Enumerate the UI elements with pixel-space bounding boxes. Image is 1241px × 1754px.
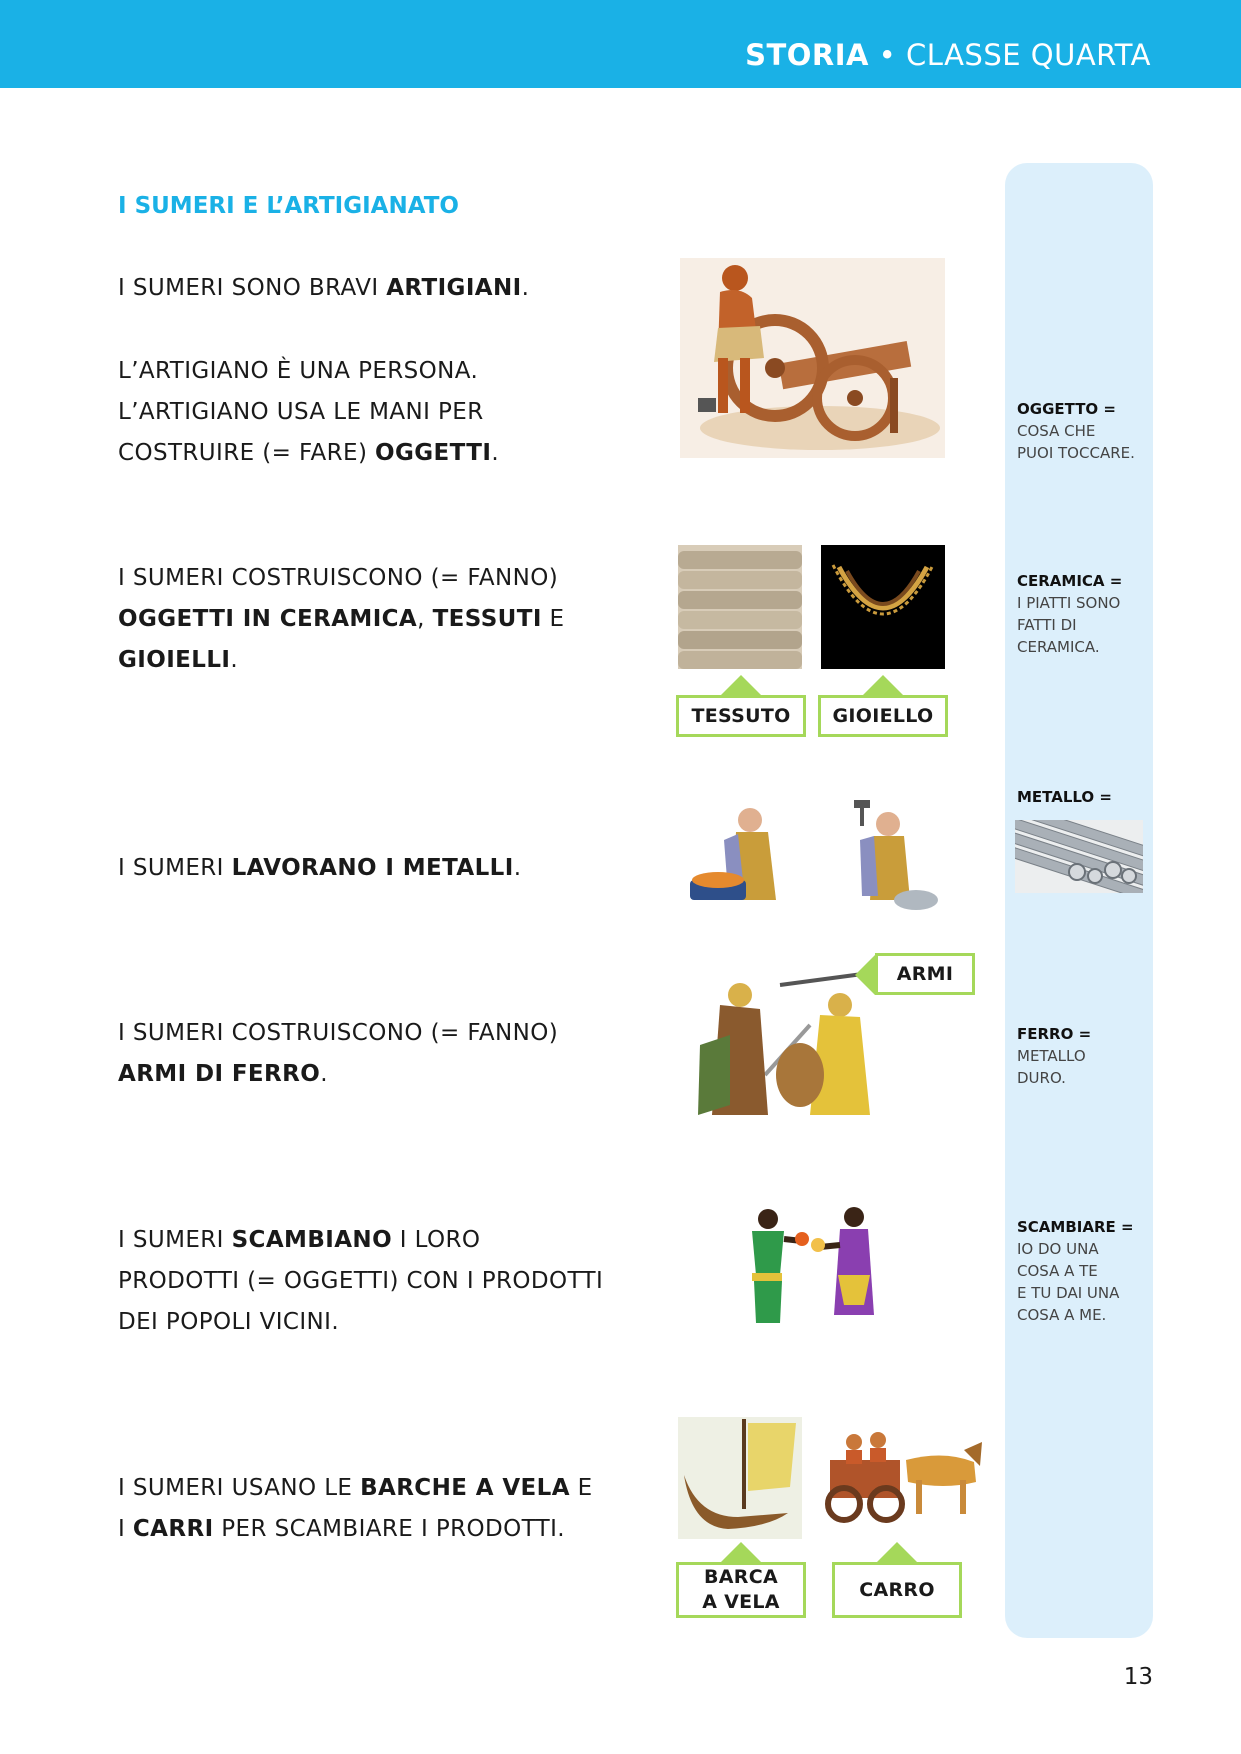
keyword-carri: CARRI	[132, 1516, 214, 1542]
glossary-line: E TU DAI UNA	[1017, 1284, 1120, 1302]
header-class: CLASSE QUARTA	[906, 38, 1151, 72]
text-line: L’ARTIGIANO È UNA PERSONA.	[118, 358, 479, 384]
text: ,	[417, 606, 433, 632]
paragraph-artigiani	[118, 268, 529, 309]
header-subject: STORIA	[745, 38, 869, 72]
text-line: PRODOTTI (= OGGETTI) CON I PRODOTTI	[118, 1268, 604, 1294]
text: I SUMERI USANO LE	[118, 1475, 361, 1501]
glossary-line: IO DO UNA	[1017, 1240, 1099, 1258]
text: I SUMERI SONO BRAVI	[118, 275, 387, 301]
glossary-line: METALLO	[1017, 1047, 1086, 1065]
keyword-barche-a-vela: BARCHE A VELA	[360, 1475, 570, 1501]
keyword-ceramica: OGGETTI IN CERAMICA	[118, 606, 418, 632]
text: E	[569, 1475, 593, 1501]
text-line	[118, 1468, 593, 1509]
keyword-lavorano-metalli: LAVORANO I METALLI	[231, 855, 514, 881]
text: .	[491, 440, 500, 466]
glossary-ceramica	[1017, 570, 1122, 658]
glossary-line: DURO.	[1017, 1069, 1066, 1087]
fabric-image	[678, 545, 802, 669]
text-line	[118, 1509, 593, 1550]
section-title: I SUMERI E L’ARTIGIANATO	[118, 193, 459, 219]
glossary-scambiare	[1017, 1216, 1134, 1326]
glossary-line: COSA CHE	[1017, 422, 1096, 440]
keyword-gioielli: GIOIELLI	[118, 647, 231, 673]
text: E	[541, 606, 565, 632]
label-tessuto: TESSUTO	[676, 695, 806, 737]
text: .	[513, 855, 522, 881]
text-line: I SUMERI COSTRUISCONO (= FANNO)	[118, 565, 559, 591]
keyword-scambiano: SCAMBIANO	[231, 1227, 393, 1253]
glossary-metallo	[1017, 786, 1112, 808]
label-line: BARCA	[704, 1566, 778, 1588]
text-line: L’ARTIGIANO USA LE MANI PER	[118, 399, 484, 425]
arrow-up-icon	[721, 675, 761, 695]
text-line: I SUMERI COSTRUISCONO (= FANNO)	[118, 1020, 559, 1046]
keyword-artigiani: ARTIGIANI	[386, 275, 522, 301]
text-line	[118, 1054, 558, 1095]
arrow-up-icon	[877, 1542, 917, 1562]
text: .	[521, 275, 530, 301]
glossary-oggetto	[1017, 398, 1135, 464]
paragraph-armi	[118, 1013, 558, 1095]
glossary-term: CERAMICA =	[1017, 572, 1123, 590]
text-line	[118, 640, 564, 681]
sailboat-image	[678, 1417, 802, 1539]
paragraph-metalli	[118, 848, 521, 889]
glossary-line: COSA A ME.	[1017, 1306, 1107, 1324]
paragraph-barche-carri	[118, 1468, 593, 1550]
text: I LORO	[392, 1227, 481, 1253]
keyword-armi-di-ferro: ARMI DI FERRO	[118, 1061, 321, 1087]
arrow-up-icon	[721, 1542, 761, 1562]
text: COSTRUIRE (= FARE)	[118, 440, 376, 466]
necklace-image	[821, 545, 945, 669]
label-barca-a-vela	[676, 1562, 806, 1618]
artisan-cart-image	[680, 258, 945, 458]
header-bar	[0, 0, 1241, 88]
label-line: A VELA	[702, 1591, 780, 1613]
text: I SUMERI	[118, 855, 232, 881]
paragraph-scambiano	[118, 1220, 603, 1343]
text: .	[230, 647, 239, 673]
glossary-term: SCAMBIARE =	[1017, 1218, 1134, 1236]
label-carro: CARRO	[832, 1562, 962, 1618]
metalworkers-image	[688, 800, 946, 915]
paragraph-oggetti-ceramica	[118, 558, 564, 681]
text: I	[118, 1516, 133, 1542]
metal-pipes-image	[1015, 820, 1143, 893]
glossary-line: I PIATTI SONO	[1017, 594, 1121, 612]
glossary-line: COSA A TE	[1017, 1262, 1098, 1280]
text-line	[118, 1220, 603, 1261]
cart-image	[824, 1420, 984, 1530]
glossary-term: METALLO =	[1017, 788, 1112, 806]
glossary-line: FATTI DI	[1017, 616, 1077, 634]
text: .	[320, 1061, 328, 1087]
glossary-term: FERRO =	[1017, 1025, 1092, 1043]
glossary-term: OGGETTO =	[1017, 400, 1116, 418]
page-number: 13	[1123, 1664, 1153, 1690]
arrow-left-icon	[855, 955, 875, 995]
glossary-ferro	[1017, 1023, 1091, 1089]
text: PER SCAMBIARE I PRODOTTI.	[213, 1516, 565, 1542]
header-title	[745, 38, 1151, 72]
paragraph-artigiano	[118, 351, 499, 474]
label-gioiello: GIOIELLO	[818, 695, 948, 737]
label-armi: ARMI	[875, 953, 975, 995]
glossary-line: CERAMICA.	[1017, 638, 1100, 656]
header-separator: •	[878, 38, 897, 72]
text-line	[118, 599, 564, 640]
text: I SUMERI	[118, 1227, 232, 1253]
arrow-up-icon	[863, 675, 903, 695]
text-line: DEI POPOLI VICINI.	[118, 1309, 340, 1335]
glossary-sidebar	[1005, 163, 1153, 1638]
text-line	[118, 433, 499, 474]
trade-image	[740, 1205, 890, 1335]
keyword-tessuti: TESSUTI	[432, 606, 542, 632]
glossary-line: PUOI TOCCARE.	[1017, 444, 1135, 462]
keyword-oggetti: OGGETTI	[375, 440, 492, 466]
